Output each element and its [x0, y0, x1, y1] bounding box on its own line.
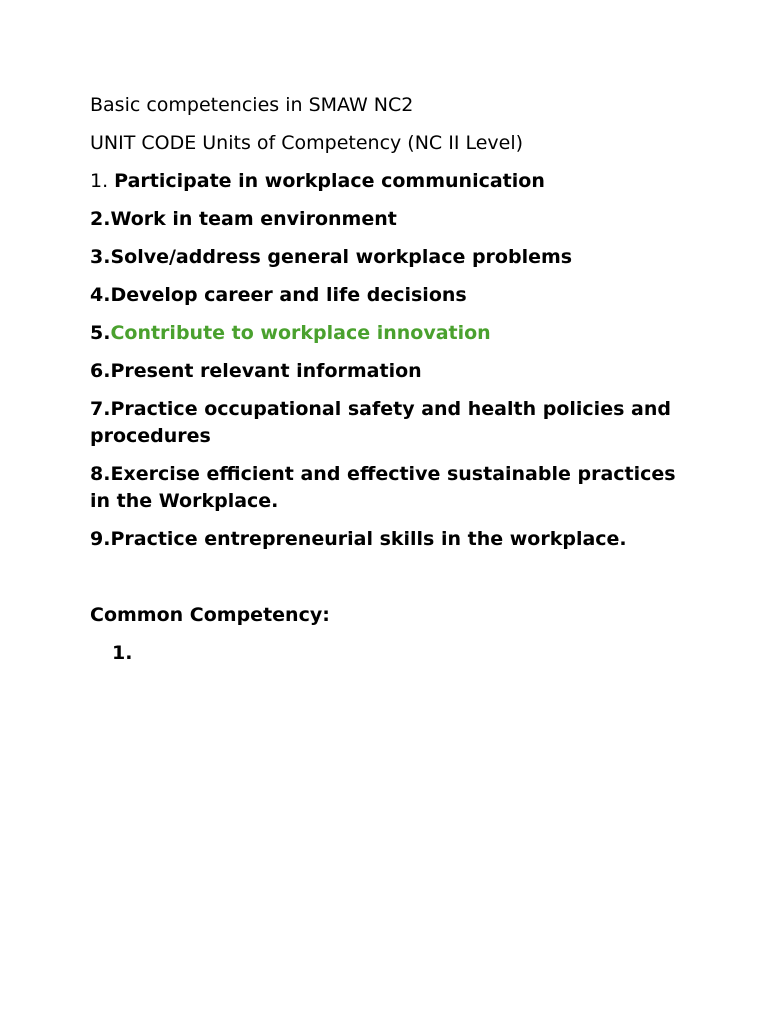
competency-item-1: [90, 168, 690, 195]
spacer: [90, 564, 690, 602]
item-text: Work in team environment: [110, 208, 397, 230]
item-number: 3.: [90, 246, 111, 268]
competency-item-3: [90, 244, 690, 271]
common-competency-item-1: 1.: [112, 642, 133, 664]
item-number: 8.: [90, 463, 111, 485]
item-number: 7.: [90, 398, 111, 420]
common-competency-heading: Common Competency:: [90, 604, 330, 626]
item-number: 1.: [90, 170, 115, 192]
item-text: Present relevant information: [110, 360, 422, 382]
item-number: 9.: [90, 528, 111, 550]
item-text: Solve/address general workplace problems: [110, 246, 573, 268]
document-body: [90, 92, 690, 678]
item-text: Participate in workplace communication: [114, 170, 545, 192]
item-number: 4.: [90, 284, 111, 306]
item-text: Practice entrepreneurial skills in the workplace.: [110, 528, 627, 550]
competency-item-2: [90, 206, 690, 233]
item-text: Develop career and life decisions: [110, 284, 467, 306]
competency-item-8: [90, 461, 690, 515]
item-text: Practice occupational safety and health policies and procedures: [90, 398, 671, 447]
item-text-highlighted: Contribute to workplace innovation: [110, 322, 491, 344]
competency-item-9: [90, 526, 690, 553]
document-title: Basic competencies in SMAW NC2: [90, 94, 414, 116]
item-number: 5.: [90, 322, 111, 344]
item-number: 6.: [90, 360, 111, 382]
document-subtitle: UNIT CODE Units of Competency (NC II Level): [90, 132, 524, 154]
competency-item-5: [90, 320, 690, 347]
item-number: 2.: [90, 208, 111, 230]
item-text: Exercise efficient and effective sustainable practices in the Workplace.: [90, 463, 676, 512]
competency-item-7: [90, 396, 690, 450]
competency-item-6: [90, 358, 690, 385]
competency-item-4: [90, 282, 690, 309]
